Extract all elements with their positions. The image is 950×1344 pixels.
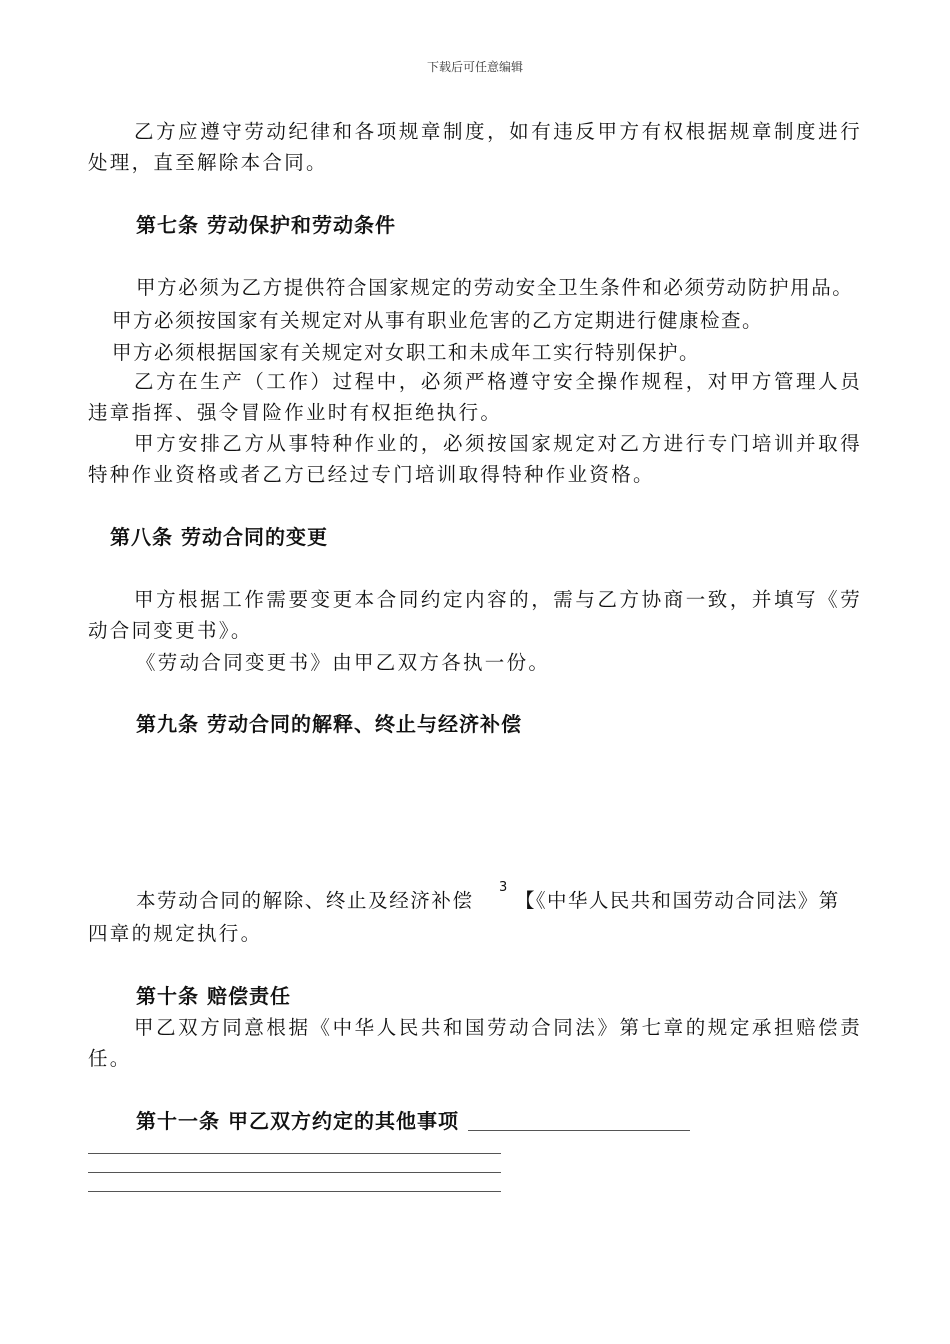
art9-paragraph-part-c: 四章的规定执行。 — [88, 922, 263, 945]
art9-paragraph-part-a: 本劳动合同的解除、终止及经济补偿 — [136, 889, 474, 912]
art9-paragraph-part-b: 【《中华人民共和国劳动合同法》第 — [515, 889, 840, 912]
article-10-title: 第十条 赔偿责任 — [136, 984, 291, 1008]
art8-paragraph-1: 甲方根据工作需要变更本合同约定内容的，需与乙方协商一致，并填写《劳动合同变更书》。 — [88, 588, 862, 642]
art7-paragraph-1: 甲方必须为乙方提供符合国家规定的劳动安全卫生条件和必须劳动防护用品。 — [136, 276, 854, 299]
footnote-marker: 3 — [499, 880, 508, 895]
page-header: 下载后可任意编辑 — [426, 60, 523, 74]
art7-paragraph-3: 甲方必须根据国家有关规定对女职工和未成年工实行特别保护。 — [112, 341, 701, 364]
art7-paragraph-4: 乙方在生产（工作）过程中，必须严格遵守安全操作规程，对甲方管理人员违章指挥、强令冒险作业时有权拒绝执行。 — [88, 370, 862, 424]
art7-paragraph-5: 甲方安排乙方从事特种作业的，必须按国家规定对乙方进行专门培训并取得特种作业资格或者乙方已经过专门培训取得特种作业资格。 — [88, 432, 862, 486]
fill-in-line — [88, 1153, 501, 1154]
art7-paragraph-2: 甲方必须按国家有关规定对从事有职业危害的乙方定期进行健康检查。 — [112, 309, 764, 332]
paragraph-discipline: 乙方应遵守劳动纪律和各项规章制度，如有违反甲方有权根据规章制度进行处理，直至解除本合同。 — [88, 120, 862, 174]
article-7-title: 第七条 劳动保护和劳动条件 — [136, 213, 396, 237]
article-11-title: 第十一条 甲乙双方约定的其他事项 — [136, 1109, 459, 1133]
fill-in-line — [468, 1130, 690, 1131]
art10-paragraph-1: 甲乙双方同意根据《中华人民共和国劳动合同法》第七章的规定承担赔偿责任。 — [88, 1016, 862, 1070]
fill-in-line — [88, 1191, 501, 1192]
article-9-title: 第九条 劳动合同的解释、终止与经济补偿 — [136, 712, 522, 736]
art8-paragraph-2: 《劳动合同变更书》由甲乙双方各执一份。 — [136, 651, 551, 674]
fill-in-line — [88, 1172, 501, 1173]
article-8-title: 第八条 劳动合同的变更 — [110, 525, 328, 549]
